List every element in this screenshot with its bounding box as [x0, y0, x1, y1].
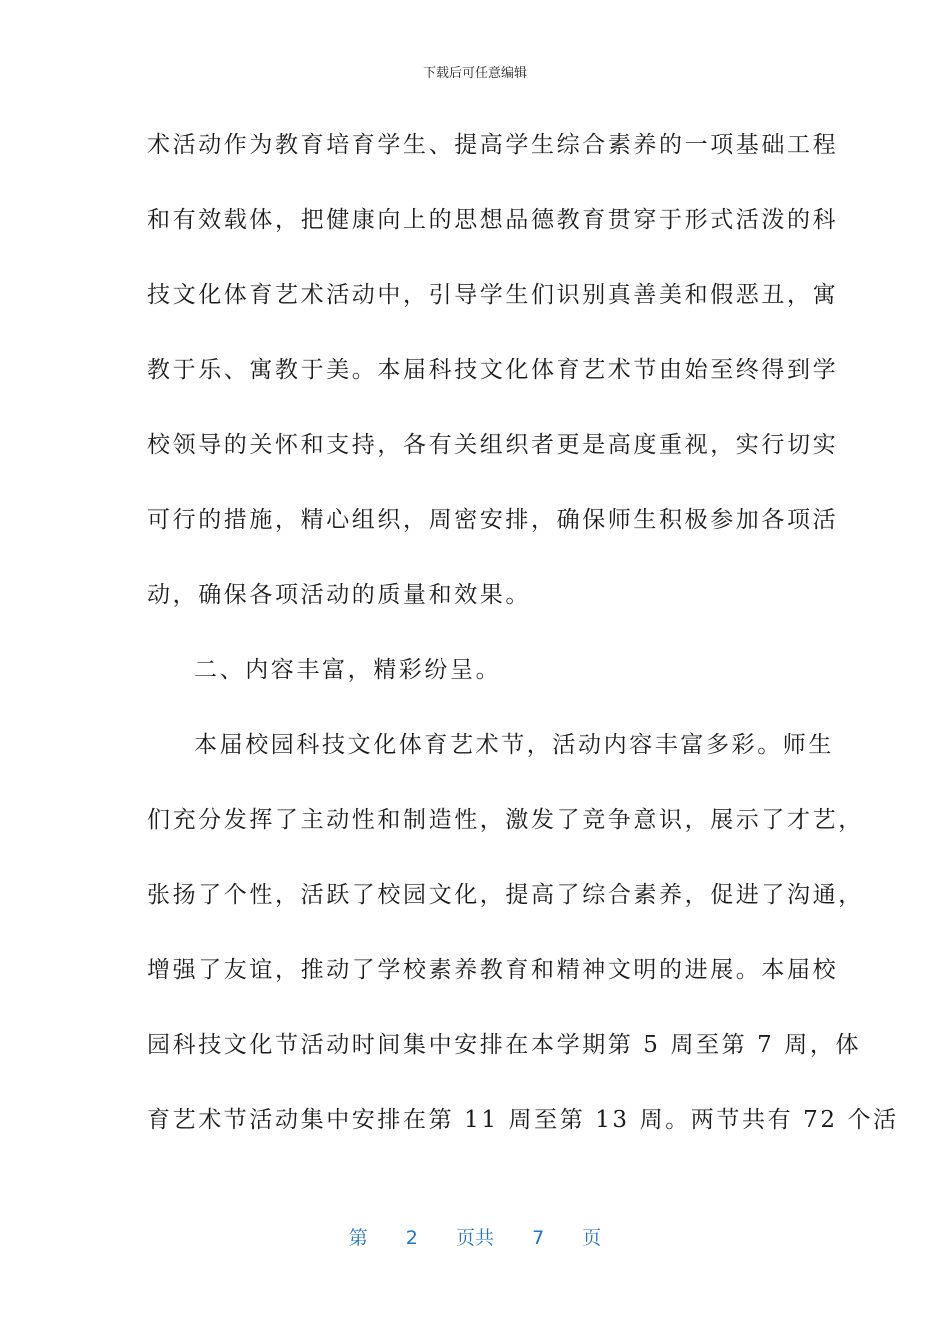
body-line: 教于乐、寓教于美。本届科技文化体育艺术节由始至终得到学 — [147, 357, 839, 383]
body-line: 增强了友谊，推动了学校素养教育和精神文明的进展。本届校 — [147, 957, 839, 983]
footer-suffix: 页 — [582, 1227, 602, 1249]
footer-prefix: 第 — [348, 1227, 368, 1249]
body-line: 和有效载体，把健康向上的思想品德教育贯穿于形式活泼的科 — [147, 207, 839, 233]
body-line: 可行的措施，精心组织，周密安排，确保师生积极参加各项活 — [147, 507, 839, 533]
footer-middle: 页共 — [455, 1227, 494, 1249]
body-line: 园科技文化节活动时间集中安排在本学期第 5 周至第 7 周，体 — [147, 1032, 862, 1058]
document-body — [147, 125, 899, 1175]
body-line: 动，确保各项活动的质量和效果。 — [147, 582, 531, 608]
body-line: 张扬了个性，活跃了校园文化，提高了综合素养，促进了沟通， — [147, 882, 864, 908]
paragraph-first-line: 本届校园科技文化体育艺术节，活动内容丰富多彩。师生 — [194, 732, 834, 758]
section-heading: 二、内容丰富，精彩纷呈。 — [194, 657, 502, 683]
page-footer — [0, 1226, 950, 1250]
body-line: 技文化体育艺术活动中，引导学生们识别真善美和假恶丑，寓 — [147, 282, 839, 308]
total-page-number: 7 — [532, 1227, 545, 1249]
body-line: 校领导的关怀和支持，各有关组织者更是高度重视，实行切实 — [147, 432, 839, 458]
body-line: 们充分发挥了主动性和制造性，激发了竞争意识，展示了才艺， — [147, 807, 864, 833]
page-header: 下载后可任意编辑 — [422, 66, 527, 81]
body-line: 术活动作为教育培育学生、提高学生综合素养的一项基础工程 — [147, 132, 839, 158]
current-page-number: 2 — [405, 1227, 418, 1249]
body-line: 育艺术节活动集中安排在第 11 周至第 13 周。两节共有 72 个活 — [147, 1107, 899, 1133]
